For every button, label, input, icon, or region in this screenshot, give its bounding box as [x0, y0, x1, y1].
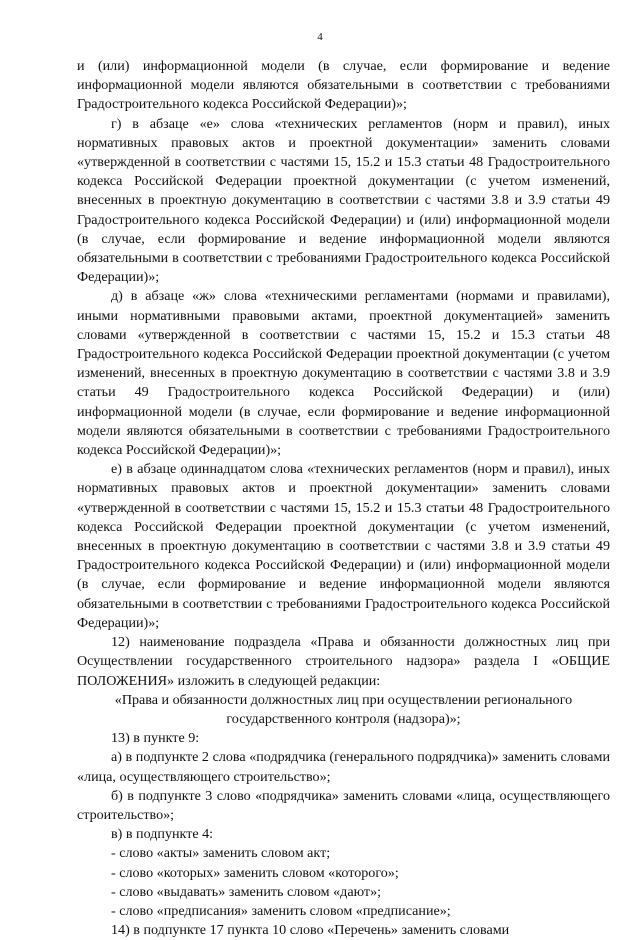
document-body	[77, 57, 610, 940]
subsection-title: «Права и обязанности должностных лиц при осуществлении регионального государственного контроля (надзора)»;	[114, 691, 573, 727]
paragraph-item-g: г) в абзаце «е» слова «технических регламентов (норм и правил), иных нормативных правовых актов и проектной документации» заменить словами «утвержденной в соответствии с частями 15, 15.2 и 15.3 статьи 48 Градостроительного кодекса Российской Федерации проектной документации (с учетом изменений, внесенных в проектную документацию в соответствии с частями 3.8 и 3.9 статьи 49 Градостроительного кодекса Российской Федерации) и (или) информационной модели (в случае, если формирование и ведение информационной модели являются обязательными в соответствии с требованиями Градостроительного кодекса Российской Федерации)»;	[77, 115, 610, 286]
list-item-kotoryh: - слово «которых» заменить словом «которого»;	[111, 864, 399, 881]
page-number: 4	[317, 31, 323, 43]
paragraph-continuation: и (или) информационной модели (в случае, если формирование и ведение информационной модели являются обязательными в соответствии с требованиями Градостроительного кодекса Российской Федерации)»;	[77, 58, 610, 113]
paragraph-item-12: 12) наименование подраздела «Права и обязанности должностных лиц при Осуществлении государственного строительного надзора» раздела I «ОБЩИЕ ПОЛОЖЕНИЯ» изложить в следующей редакции:	[77, 634, 610, 689]
paragraph-item-13v: в) в подпункте 4:	[111, 826, 214, 843]
paragraph-item-e: е) в абзаце одиннадцатом слова «технических регламентов (норм и правил), иных нормативных правовых актов и проектной документации» заменить словами «утвержденной в соответствии с частями 15, 15.2 и 15.3 статьи 48 Градостроительного кодекса Российской Федерации проектной документации (с учетом изменений, внесенных в проектную документацию в соответствии с частями 3.8 и 3.9 статьи 49 Градостроительного кодекса Российской Федерации) и (или) информационной модели (в случае, если формирование и ведение информационной модели являются обязательными в соответствии с требованиями Градостроительного кодекса Российской Федерации)»;	[77, 461, 610, 631]
list-item-akty: - слово «акты» заменить словом акт;	[111, 845, 331, 862]
paragraph-item-13: 13) в пункте 9:	[111, 730, 200, 747]
list-item-predpisaniya: - слово «предписания» заменить словом «предписание»;	[111, 902, 451, 919]
paragraph-item-d: д) в абзаце «ж» слова «техническими регламентами (нормами и правилами), иными нормативными правовыми актами, проектной документацией» заменить словами «утвержденной в соответствии с частями 15, 15.2 и 15.3 статьи 48 Градостроительного кодекса Российской Федерации проектной документации (с учетом изменений, внесенных в проектную документацию в соответствии с частями 3.8 и 3.9 статьи 49 Градостроительного кодекса Российской Федерации) и (или) информационной модели (в случае, если формирование и ведение информационной модели являются обязательными в соответствии с требованиями Градостроительного кодекса Российской Федерации)»;	[77, 288, 610, 459]
list-item-vydavat: - слово «выдавать» заменить словом «дают»;	[111, 883, 382, 900]
paragraph-item-14: 14) в подпункте 17 пункта 10 слово «Перечень» заменить словами	[111, 922, 510, 939]
paragraph-item-13b: б) в подпункте 3 слово «подрядчика» заменить словами «лица, осуществляющего строительство»;	[77, 787, 610, 823]
paragraph-item-13a: а) в подпункте 2 слова «подрядчика (генерального подрядчика)» заменить словами «лица, осуществляющего строительство»;	[77, 749, 610, 785]
